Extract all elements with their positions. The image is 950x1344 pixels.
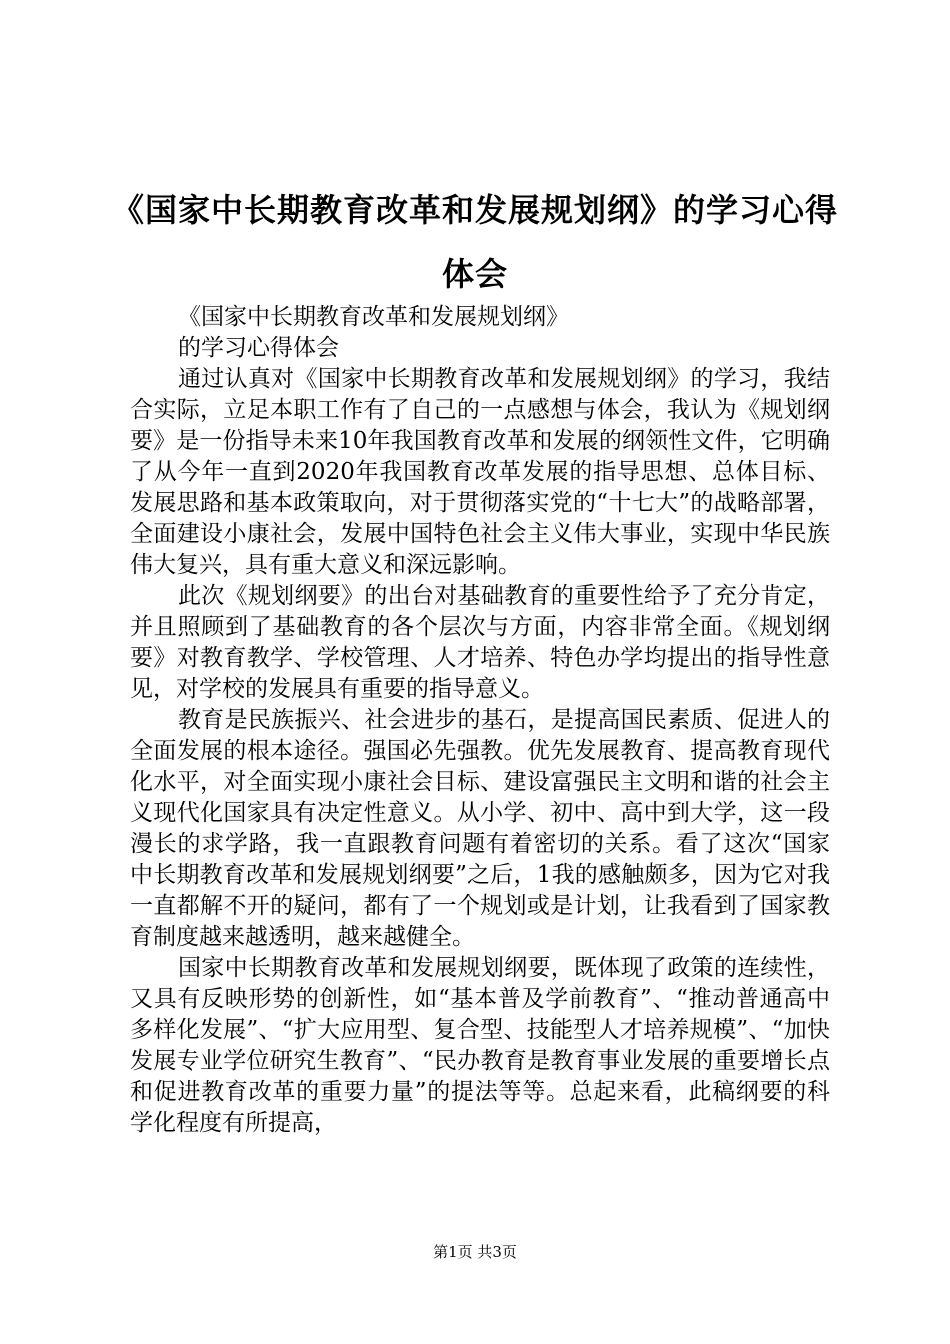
- paragraph-1: 通过认真对《国家中长期教育改革和发展规划纲》的学习，我结合实际，立足本职工作有了自己的一点感想与体会，我认为《规划纲要》是一份指导未来10年我国教育改革和发展的纲领性文件，它明确了从今年一直到2020年我国教育改革发展的指导思想、总体目标、发展思路和基本政策取向，对于贯彻落实党的“十七大”的战略部署，全面建设小康社会，发展中国特色社会主义伟大事业，实现中华民族伟大复兴，具有重大意义和深远影响。: [130, 366, 830, 578]
- page-number-footer: 第1页 共3页: [433, 1243, 517, 1261]
- subtitle-line-2: 的学习心得体会: [178, 335, 339, 361]
- document-body: [130, 302, 830, 1139]
- subtitle-line-1: 《国家中长期教育改革和发展规划纲》: [178, 304, 569, 330]
- paragraph-4: 国家中长期教育改革和发展规划纲要，既体现了政策的连续性，又具有反映形势的创新性，如“基本普及学前教育”、“推动普通高中多样化发展”、“扩大应用型、复合型、技能型人才培养规模”、“加快发展专业学位研究生教育”、“民办教育是教育事业发展的重要增长点和促进教育改革的重要力量”的提法等等。总起来看，此稿纲要的科学化程度有所提高，: [130, 955, 830, 1136]
- paragraph-2: 此次《规划纲要》的出台对基础教育的重要性给予了充分肯定，并且照顾到了基础教育的各个层次与方面，内容非常全面。《规划纲要》对教育教学、学校管理、人才培养、特色办学均提出的指导性意见，对学校的发展具有重要的指导意义。: [130, 583, 830, 702]
- document-title: 《国家中长期教育改革和发展规划纲》的学习心得体会: [111, 191, 838, 293]
- paragraph-3: 教育是民族振兴、社会进步的基石，是提高国民素质、促进人的全面发展的根本途径。强国必先强教。优先发展教育、提高教育现代化水平，对全面实现小康社会目标、建设富强民主文明和谐的社会主义现代化国家具有决定性意义。从小学、初中、高中到大学，这一段漫长的求学路，我一直跟教育问题有着密切的关系。看了这次“国家中长期教育改革和发展规划纲要”之后，1我的感触颇多，因为它对我一直都解不开的疑问，都有了一个规划或是计划，让我看到了国家教育制度越来越透明，越来越健全。: [130, 707, 830, 950]
